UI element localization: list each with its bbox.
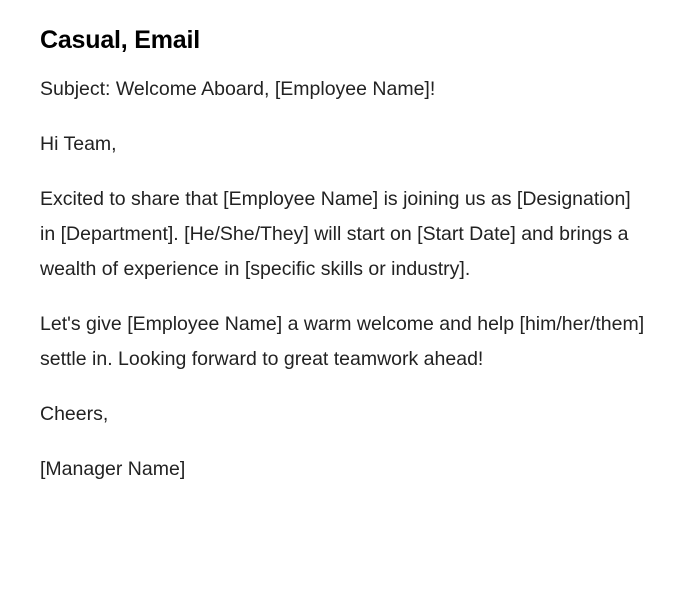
email-body-paragraph-2: Let's give [Employee Name] a warm welcome and help [him/her/them] settle in. Looking forward to great teamwork ahead! xyxy=(40,313,645,370)
email-closing: Cheers, xyxy=(40,403,109,425)
email-greeting: Hi Team, xyxy=(40,133,117,155)
email-signature: [Manager Name] xyxy=(40,458,186,480)
email-body-paragraph-1: Excited to share that [Employee Name] is joining us as [Designation] in [Department]. [He/She/They] will start on [Start Date] and brings a wealth of experience in [specific skills or industry]. xyxy=(40,188,631,280)
document-title: Casual, Email xyxy=(40,26,200,54)
email-template-document xyxy=(40,22,650,507)
email-subject: Subject: Welcome Aboard, [Employee Name]! xyxy=(40,78,436,100)
